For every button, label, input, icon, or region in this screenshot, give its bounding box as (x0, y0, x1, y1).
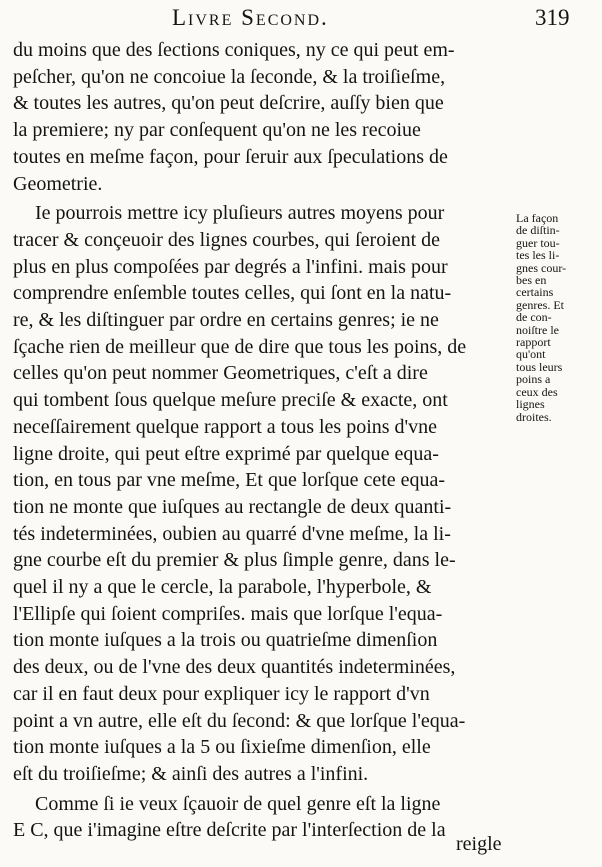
marginal-note-line: genres. Et (516, 297, 564, 312)
marginal-note-line: gnes cour- (516, 260, 567, 275)
paragraph-2 (13, 200, 513, 787)
marginal-note-line: La façon (516, 211, 559, 225)
marginal-note (516, 212, 598, 423)
text-line: tés indeterminées, oubien au quarré d'vne meſme, la li- (13, 522, 451, 545)
text-line: plus en plus compoſées par degrés a l'infini. mais pour (13, 255, 448, 278)
text-line: l'Ellipſe qui ſoient compriſes. mais que lorſque l'equa- (13, 602, 443, 625)
text-line: tion monte iuſques a la 5 ou ſixieſme dimenſion, elle (13, 736, 431, 759)
text-line: neceſſairement quelque rapport a tous les poins d'vne (13, 415, 438, 438)
marginal-note-line: guer tou- (516, 235, 560, 250)
text-line: ligne droite, qui peut eſtre exprimé par quelque equa- (13, 442, 439, 465)
text-line: gne courbe eſt du premier & plus ſimple genre, dans le- (13, 549, 456, 572)
text-line: & toutes les autres, qu'on peut deſcrire, auſſy bien que (13, 92, 444, 115)
page-number: 319 (535, 5, 570, 30)
text-line: tion, en tous par vne meſme, Et que lorſque cete equa- (13, 469, 446, 492)
main-text (13, 37, 513, 844)
marginal-note-line: lignes (516, 397, 545, 412)
text-line: re, & les diſtinguer par ordre en certains genres; ie ne (13, 309, 439, 332)
text-line: car il en faut deux pour expliquer icy le rapport d'vn (13, 682, 430, 705)
text-line: peſcher, qu'on ne concoiue la ſeconde, & la troiſieſme, (13, 65, 446, 88)
marginal-note-line: tes les li- (516, 248, 560, 263)
text-line: comprendre enſemble toutes celles, qui ſont en la natu- (13, 282, 452, 305)
text-line: tion monte iuſques a la trois ou quatrieſme dimenſion (13, 629, 438, 652)
marginal-note-line: droites. (516, 409, 552, 424)
text-line: E C, que i'imagine eſtre deſcrite par l'interſection de la (13, 819, 446, 842)
text-line: toutes en meſme façon, pour ſeruir aux ſpeculations de (13, 145, 448, 168)
marginal-note-line: de con- (516, 310, 552, 325)
text-line: qui tombent ſous quelque meſure preciſe & exacte, ont (13, 389, 448, 412)
paragraph-3 (13, 791, 513, 844)
text-line: ſçache rien de meilleur que de dire que tous les poins, de (13, 335, 467, 358)
text-line: Geometrie. (13, 172, 103, 195)
text-line: eſt du troiſieſme; & ainſi des autres a l'infini. (13, 762, 369, 785)
running-title: Livre Second. (172, 5, 329, 30)
text-line: quel il ny a que le cercle, la parabole, l'hyperbole, & (13, 576, 432, 599)
text-line: Ie pourrois mettre icy pluſieurs autres moyens pour (35, 202, 445, 225)
text-line: celles qu'on peut nommer Geometriques, c'eſt a dire (13, 362, 428, 385)
text-line: tion ne monte que iuſques au rectangle de deux quanti- (13, 495, 452, 518)
text-line: du moins que des ſections coniques, ny ce qui peut em- (13, 39, 455, 61)
text-line: point a vn autre, elle eſt du ſecond: & que lorſque l'equa- (13, 709, 466, 732)
catchword: reigle (456, 833, 502, 855)
paragraph-1 (13, 37, 513, 197)
marginal-note-line: noiſtre le (516, 322, 559, 337)
marginal-note-line: poins a (516, 372, 551, 387)
marginal-note-line: tous leurs (516, 359, 563, 374)
marginal-note-line: rapport (516, 335, 551, 350)
marginal-note-line: qu'ont (516, 347, 546, 362)
text-line: des deux, ou de l'vne des deux quantités indeterminées, (13, 656, 456, 679)
marginal-note-line: certains (516, 285, 554, 300)
marginal-note-line: ceux des (516, 384, 558, 399)
page-header (0, 5, 602, 35)
marginal-note-line: de diſtin- (516, 223, 560, 238)
marginal-note-line: bes en (516, 273, 547, 288)
text-line: Comme ſi ie veux ſçauoir de quel genre eſt la ligne (35, 792, 441, 815)
text-line: tracer & conçeuoir des lignes courbes, qui ſeroient de (13, 228, 441, 251)
text-line: la premiere; ny par conſequent qu'on ne les recoiue (13, 119, 421, 142)
